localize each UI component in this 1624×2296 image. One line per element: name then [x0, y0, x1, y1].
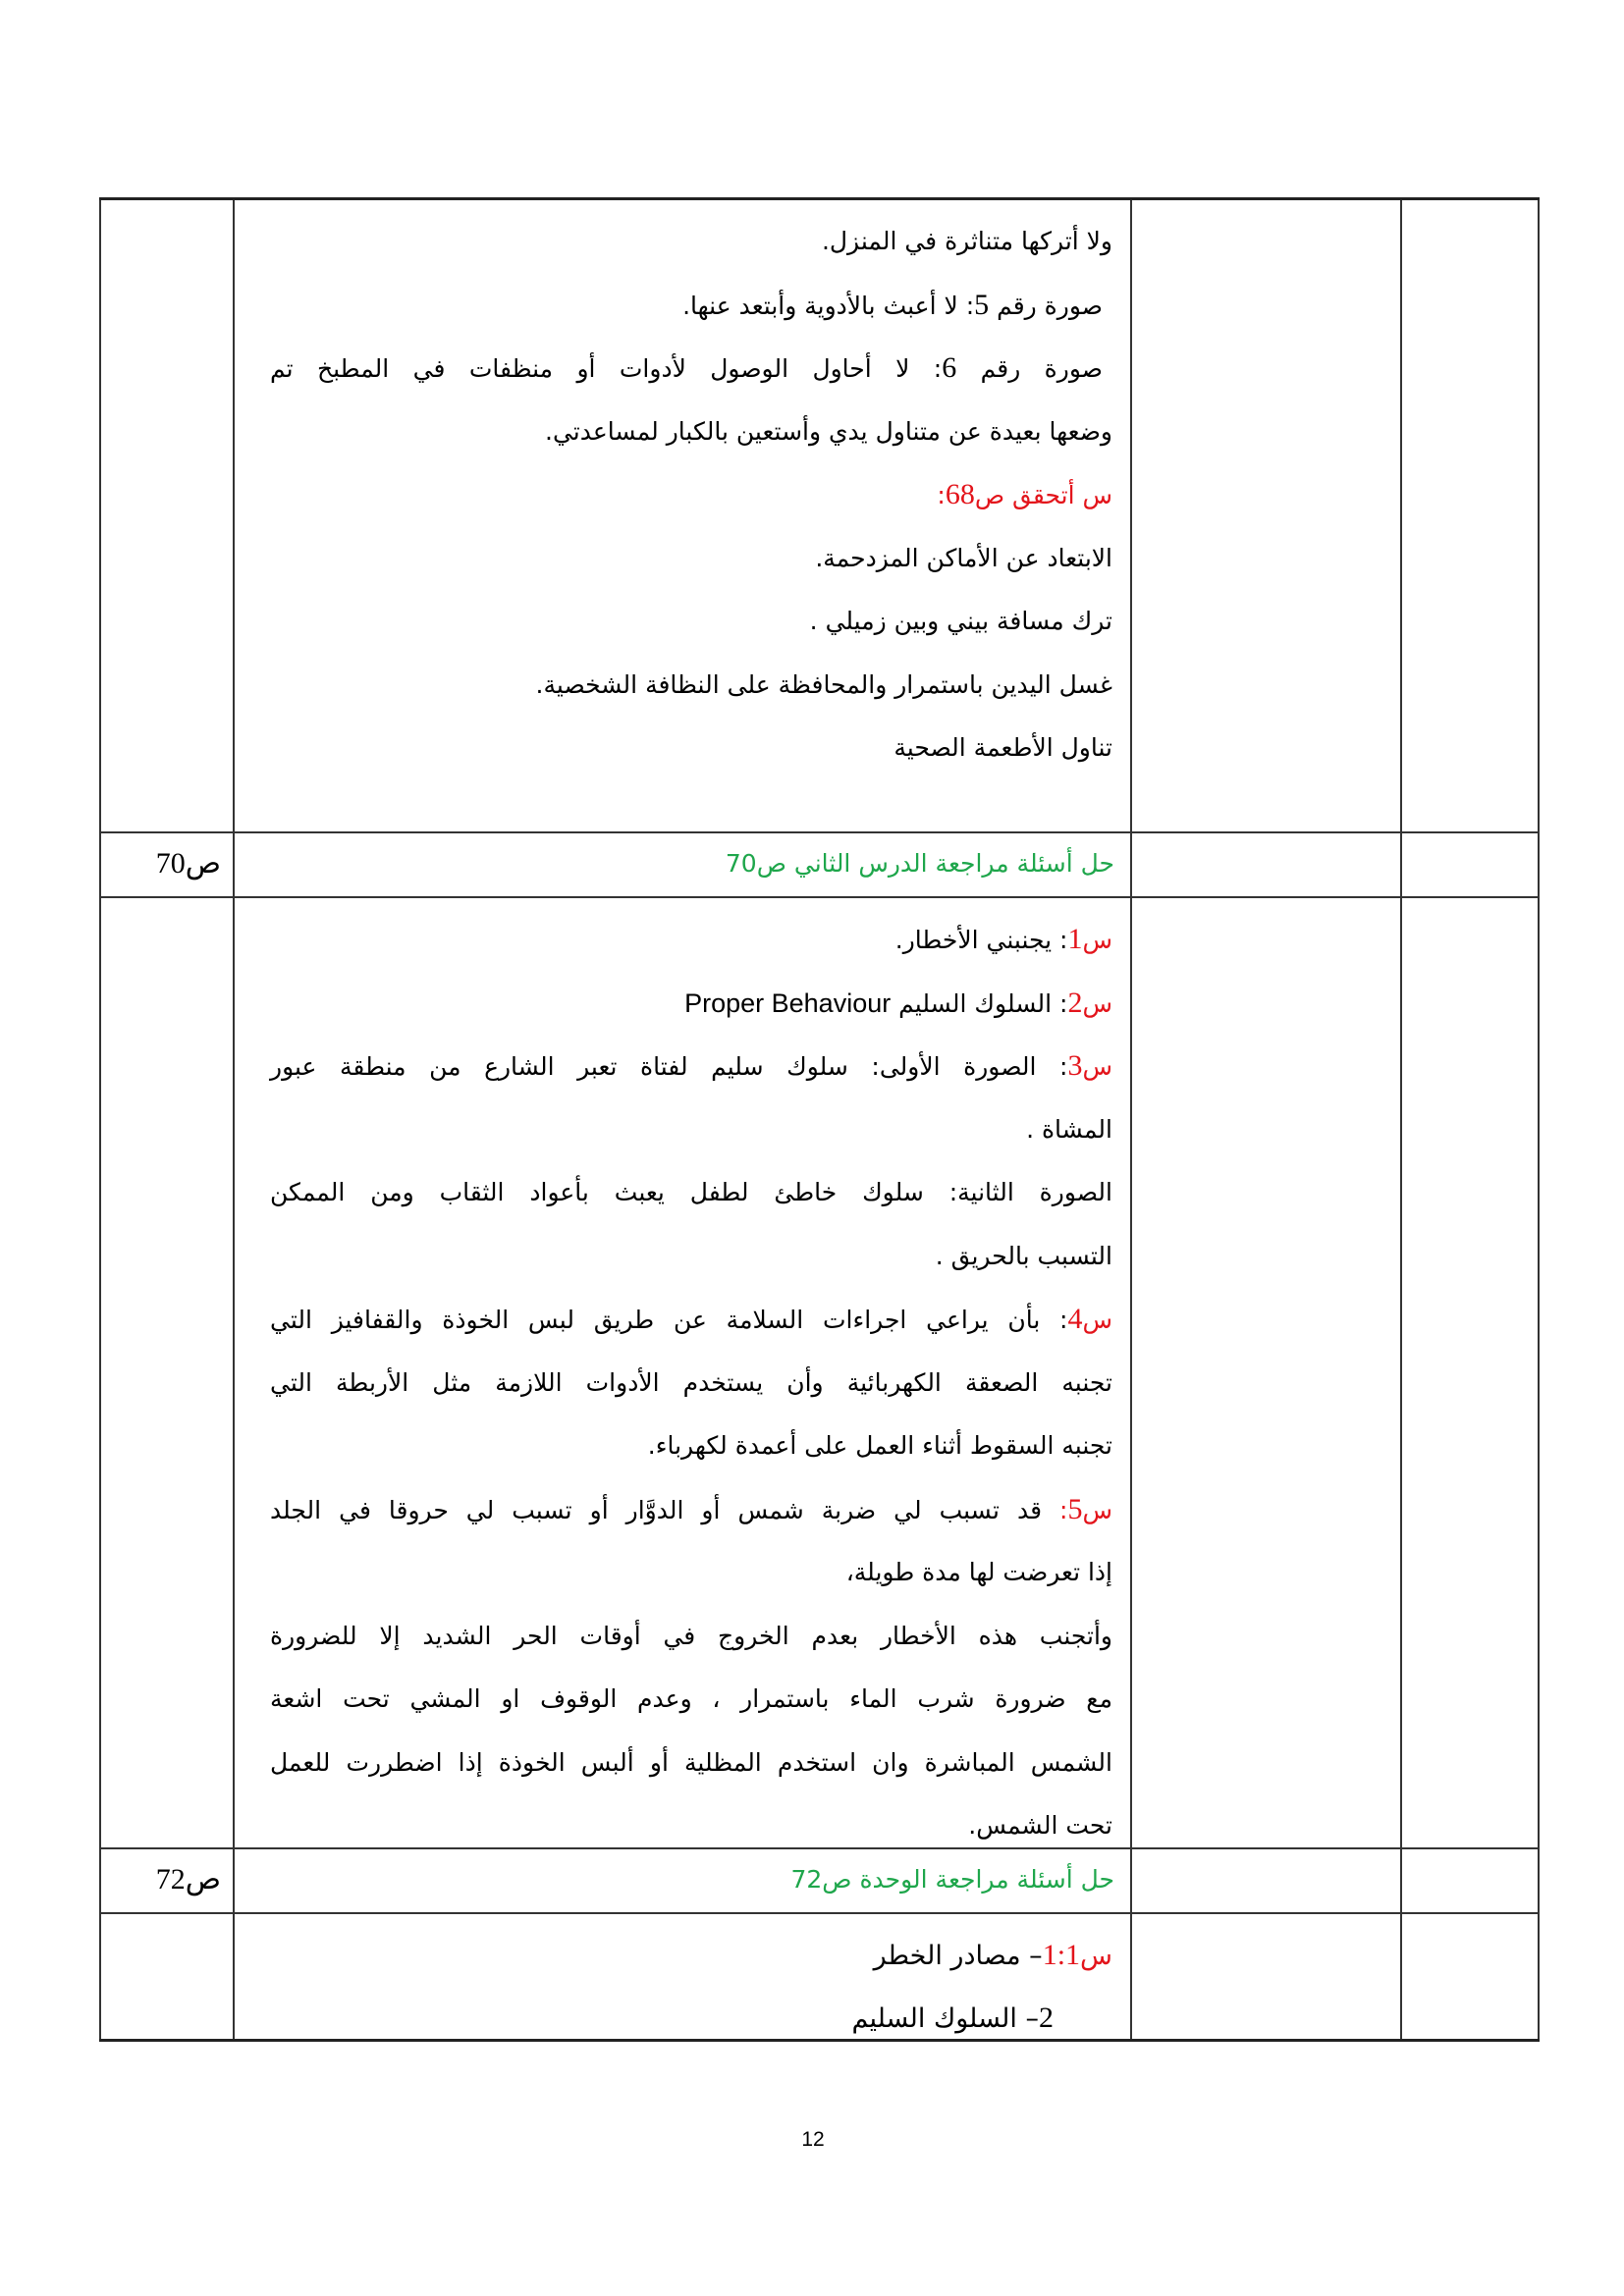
line-text: س — [1082, 1495, 1112, 1524]
page-ref-cell — [99, 200, 233, 831]
answer-line — [270, 1035, 1112, 1098]
number-text: 5 — [974, 288, 990, 321]
line-text: – مصادر الخطر — [873, 1941, 1043, 1971]
line-text: الشمس المباشرة وان استخدم المظلية أو ألبس الخوذة إذا اضطررت للعمل — [270, 1747, 1112, 1777]
answer-line — [270, 1225, 1112, 1289]
empty-cell — [1400, 898, 1540, 1847]
page-ref-cell — [99, 1914, 233, 2039]
line-text: س أتحقق ص — [974, 481, 1112, 509]
line-text: – السلوك السليم — [851, 2003, 1039, 2034]
answer-line — [270, 1987, 1112, 2039]
answer-line — [270, 1541, 1112, 1605]
answer-line — [270, 527, 1112, 591]
line-text: س — [1082, 988, 1112, 1018]
line-text: : — [937, 481, 946, 509]
table-row-header — [99, 1849, 1540, 1914]
line-text: التسبب بالحريق . — [935, 1241, 1112, 1270]
line-text: ترك مسافة بيني وبين زميلي . — [809, 607, 1112, 635]
line-text: : — [1059, 1495, 1068, 1524]
answer-line — [270, 1924, 1112, 1987]
line-text: صورة رقم — [989, 291, 1103, 320]
line-text: مع ضرورة شرب الماء باستمرار ، وعدم الوقوف او المشي تحت اشعة — [270, 1684, 1112, 1713]
number-text: 6 — [942, 351, 957, 384]
empty-cell — [1400, 1849, 1540, 1912]
line-text: س — [1080, 1941, 1112, 1971]
answer-line — [270, 1288, 1112, 1352]
answer-line — [270, 463, 1112, 527]
answer-line — [270, 717, 1112, 780]
number-text: 2 — [1067, 986, 1083, 1019]
empty-cell — [1400, 200, 1540, 831]
line-text: : لا أحاول الوصول لأدوات أو منظفات في المطبخ تم — [270, 354, 943, 383]
section-header: حل أسئلة مراجعة الدرس الثاني ص70 — [725, 849, 1114, 878]
answer-line — [270, 1415, 1112, 1478]
answer-line — [270, 1478, 1112, 1542]
page-ref-cell — [99, 1849, 233, 1912]
table-row-header — [99, 833, 1540, 898]
line-text: : بأن يراعي اجراءات السلامة عن طريق لبس الخوذة والقفافيز التي — [270, 1306, 1068, 1334]
empty-cell — [1400, 1914, 1540, 2039]
line-text: : السلوك السليم — [891, 988, 1068, 1018]
page-ref: ص70 — [155, 847, 221, 880]
number-text: 68 — [945, 478, 975, 510]
empty-cell — [1130, 200, 1400, 831]
line-text: الصورة الثانية: سلوك خاطئ لطفل يعبث بأعواد الثقاب ومن الممكن — [270, 1178, 1112, 1206]
section-header-cell — [233, 1849, 1130, 1912]
answer-line — [270, 590, 1112, 654]
page-ref: ص72 — [155, 1863, 221, 1896]
answer-cell — [233, 898, 1130, 1847]
answers-table — [99, 197, 1540, 2042]
line-text: تحت الشمس. — [968, 1811, 1112, 1840]
line-text: : الصورة الأولى: سلوك سليم لفتاة تعبر الشارع من منطقة عبور — [270, 1052, 1068, 1081]
answer-line — [270, 1352, 1112, 1415]
answer-line — [270, 1668, 1112, 1732]
empty-cell — [1130, 833, 1400, 896]
line-text: ولا أتركها متناثرة في المنزل. — [821, 227, 1112, 255]
number-text: 4 — [1067, 1303, 1083, 1335]
page-number: 12 — [801, 2128, 825, 2151]
empty-cell — [1130, 898, 1400, 1847]
line-text: الابتعاد عن الأماكن المزدحمة. — [815, 543, 1112, 572]
empty-cell — [1130, 1914, 1400, 2039]
line-text: تجنبه الصعقة الكهربائية وأن يستخدم الأدوات اللازمة مثل الأربطة التي — [270, 1367, 1112, 1397]
empty-cell — [1400, 833, 1540, 896]
line-text: س — [1082, 1052, 1112, 1081]
answer-lines — [235, 1914, 1130, 2039]
answer-lines — [235, 898, 1130, 1847]
page-ref-cell — [99, 833, 233, 896]
number-text: 5 — [1067, 1492, 1083, 1525]
section-header: حل أسئلة مراجعة الوحدة ص72 — [790, 1865, 1114, 1894]
number-text: 1:1 — [1042, 1939, 1081, 1971]
answer-line — [270, 1732, 1112, 1795]
line-text: غسل اليدين باستمرار والمحافظة على النظافة الشخصية. — [535, 669, 1112, 699]
answer-line — [270, 210, 1112, 274]
answer-line — [270, 1161, 1112, 1225]
page-ref-cell — [99, 898, 233, 1847]
answer-line — [270, 972, 1112, 1036]
answer-cell — [233, 1914, 1130, 2039]
table-row — [99, 898, 1540, 1849]
line-text: : لا أعبث بالأدوية وأبتعد عنها. — [682, 291, 975, 320]
line-text: صورة رقم — [956, 354, 1103, 383]
line-text: وضعها بعيدة عن متناول يدي وأستعين بالكبار لمساعدتي. — [545, 416, 1112, 446]
answer-line — [270, 1794, 1112, 1847]
number-text: 3 — [1067, 1049, 1083, 1082]
table-row — [99, 200, 1540, 833]
line-text: : يجنبني الأخطار. — [894, 926, 1068, 954]
number-text: 2 — [1039, 2002, 1054, 2034]
line-text: المشاة . — [1026, 1114, 1112, 1144]
answer-line — [270, 654, 1112, 718]
answer-line — [270, 337, 1112, 400]
number-text: 1 — [1067, 923, 1083, 955]
line-text: تناول الأطعمة الصحية — [893, 733, 1112, 762]
line-text: قد تسبب لي ضربة شمس أو الدوَّار أو تسبب لي حروقا في الجلد — [270, 1495, 1060, 1524]
line-text: تجنبه السقوط أثناء العمل على أعمدة لكهرباء. — [647, 1431, 1112, 1460]
line-text: إذا تعرضت لها مدة طويلة، — [845, 1558, 1112, 1586]
answer-cell — [233, 200, 1130, 831]
line-text: وأتجنب هذه الأخطار بعدم الخروج في أوقات الحر الشديد إلا للضرورة — [270, 1621, 1112, 1650]
answer-line — [270, 400, 1112, 464]
table-row — [99, 1914, 1540, 2042]
empty-cell — [1130, 1849, 1400, 1912]
line-text: س — [1082, 1306, 1112, 1334]
answer-line — [270, 1098, 1112, 1162]
answer-line — [270, 908, 1112, 972]
answer-line — [270, 274, 1112, 338]
section-header-cell — [233, 833, 1130, 896]
answer-lines — [235, 200, 1130, 780]
line-text: س — [1082, 926, 1112, 954]
english-term: Proper Behaviour — [684, 988, 892, 1018]
answer-line — [270, 1605, 1112, 1669]
